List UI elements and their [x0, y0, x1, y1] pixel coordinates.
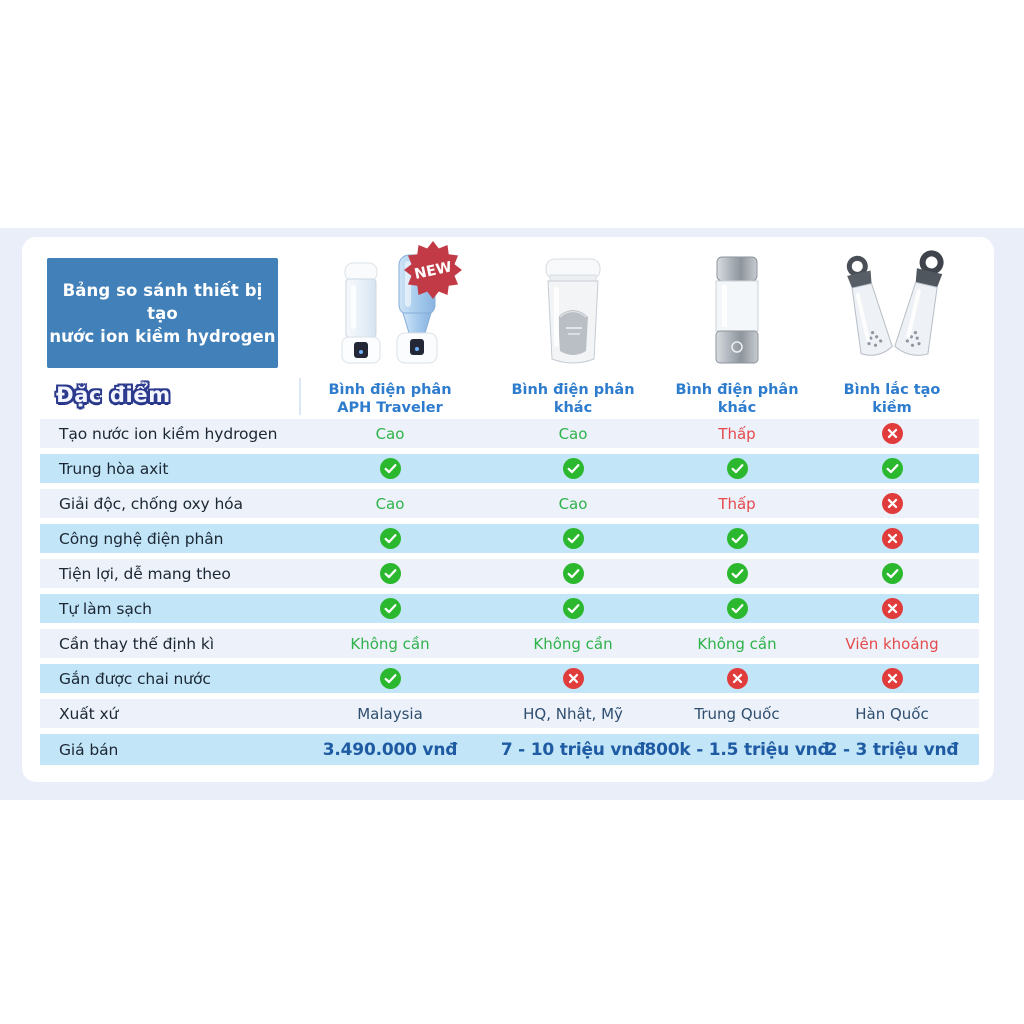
cross-circle-icon — [563, 668, 584, 689]
value-cell — [797, 664, 987, 693]
check-circle-icon — [380, 528, 401, 549]
feature-label: Giải độc, chống oxy hóa — [59, 494, 243, 513]
value-cell — [295, 524, 485, 553]
value-cell — [797, 524, 987, 553]
value-text: Cao — [558, 424, 588, 443]
comparison-card — [22, 237, 994, 782]
table-row — [40, 454, 979, 483]
cross-circle-icon — [882, 493, 903, 514]
feature-label: Cần thay thế định kì — [59, 634, 214, 653]
value-cell — [797, 699, 987, 728]
value-cell — [478, 699, 668, 728]
value-cell — [797, 734, 987, 765]
product-name-shaker: Bình lắc tạo kiềm — [843, 382, 941, 416]
check-circle-icon — [882, 458, 903, 479]
feature-label: Giá bán — [59, 740, 119, 759]
check-circle-icon — [727, 563, 748, 584]
value-cell — [797, 629, 987, 658]
table-row — [40, 559, 979, 588]
new-badge — [403, 240, 463, 300]
table-row — [40, 489, 979, 518]
feature-label: Xuất xứ — [59, 704, 119, 723]
value-text: Không cần — [350, 634, 430, 653]
feature-label: Tạo nước ion kiềm hydrogen — [59, 424, 278, 443]
check-circle-icon — [380, 668, 401, 689]
product-image-other-1 — [478, 243, 668, 379]
value-text: Cao — [558, 494, 588, 513]
value-cell — [478, 419, 668, 448]
cross-circle-icon — [882, 423, 903, 444]
value-text: Thấp — [718, 494, 756, 513]
table-row — [40, 419, 979, 448]
value-cell — [295, 629, 485, 658]
value-text: Malaysia — [357, 704, 423, 723]
check-circle-icon — [727, 528, 748, 549]
value-cell — [478, 489, 668, 518]
value-cell — [478, 664, 668, 693]
value-text: 2 - 3 triệu vnđ — [825, 739, 959, 760]
value-cell — [797, 454, 987, 483]
table-row — [40, 594, 979, 623]
value-text: Không cần — [697, 634, 777, 653]
check-circle-icon — [380, 563, 401, 584]
value-cell — [295, 559, 485, 588]
features-heading: Đặc điểm — [56, 383, 171, 407]
comparison-rows — [40, 419, 979, 771]
header-divider — [299, 378, 301, 415]
value-text: Không cần — [533, 634, 613, 653]
check-circle-icon — [563, 458, 584, 479]
check-circle-icon — [882, 563, 903, 584]
value-cell — [797, 489, 987, 518]
value-text: Thấp — [718, 424, 756, 443]
value-cell — [797, 594, 987, 623]
table-row — [40, 524, 979, 553]
product-name-other-2: Bình điện phân khác — [675, 382, 799, 416]
value-text: 3.490.000 vnđ — [322, 739, 458, 760]
check-circle-icon — [563, 598, 584, 619]
table-row — [40, 699, 979, 728]
cross-circle-icon — [727, 668, 748, 689]
check-circle-icon — [380, 598, 401, 619]
feature-label: Tiện lợi, dễ mang theo — [59, 564, 231, 583]
value-text: 800k - 1.5 triệu vnđ — [644, 739, 830, 760]
feature-label: Công nghệ điện phân — [59, 529, 224, 548]
value-cell — [295, 734, 485, 765]
title-line-1: Bảng so sánh thiết bị tạo — [62, 280, 263, 323]
product-name-other-1: Bình điện phân khác — [511, 382, 635, 416]
value-cell — [295, 419, 485, 448]
product-name-aph-traveler: Bình điện phân APH Traveler — [328, 382, 452, 416]
feature-label: Trung hòa axit — [59, 459, 169, 478]
new-badge-label: NEW — [413, 259, 454, 283]
cross-circle-icon — [882, 668, 903, 689]
feature-label: Gắn được chai nước — [59, 669, 211, 688]
value-cell — [478, 734, 668, 765]
check-circle-icon — [727, 598, 748, 619]
cross-circle-icon — [882, 528, 903, 549]
value-cell — [295, 594, 485, 623]
value-cell — [478, 524, 668, 553]
feature-label: Tự làm sạch — [59, 599, 152, 618]
value-text: 7 - 10 triệu vnđ — [500, 739, 646, 760]
value-text: Viên khoáng — [845, 634, 939, 653]
column-header-shaker — [797, 243, 987, 415]
check-circle-icon — [380, 458, 401, 479]
check-circle-icon — [727, 458, 748, 479]
value-text: Hàn Quốc — [855, 704, 929, 723]
value-cell — [295, 664, 485, 693]
value-cell — [295, 699, 485, 728]
cross-circle-icon — [882, 598, 903, 619]
value-cell — [295, 454, 485, 483]
value-cell — [295, 489, 485, 518]
value-cell — [478, 629, 668, 658]
title-line-2: nước ion kiềm hydrogen — [49, 326, 276, 346]
value-cell — [478, 559, 668, 588]
value-cell — [478, 594, 668, 623]
product-image-shaker — [797, 243, 987, 379]
table-row — [40, 629, 979, 658]
title-box — [47, 258, 278, 368]
value-text: HQ, Nhật, Mỹ — [523, 704, 623, 723]
value-text: Cao — [375, 424, 405, 443]
check-circle-icon — [563, 528, 584, 549]
value-text: Trung Quốc — [694, 704, 780, 723]
value-cell — [478, 454, 668, 483]
value-cell — [797, 559, 987, 588]
table-row — [40, 734, 979, 765]
value-text: Cao — [375, 494, 405, 513]
table-row — [40, 664, 979, 693]
value-cell — [797, 419, 987, 448]
check-circle-icon — [563, 563, 584, 584]
